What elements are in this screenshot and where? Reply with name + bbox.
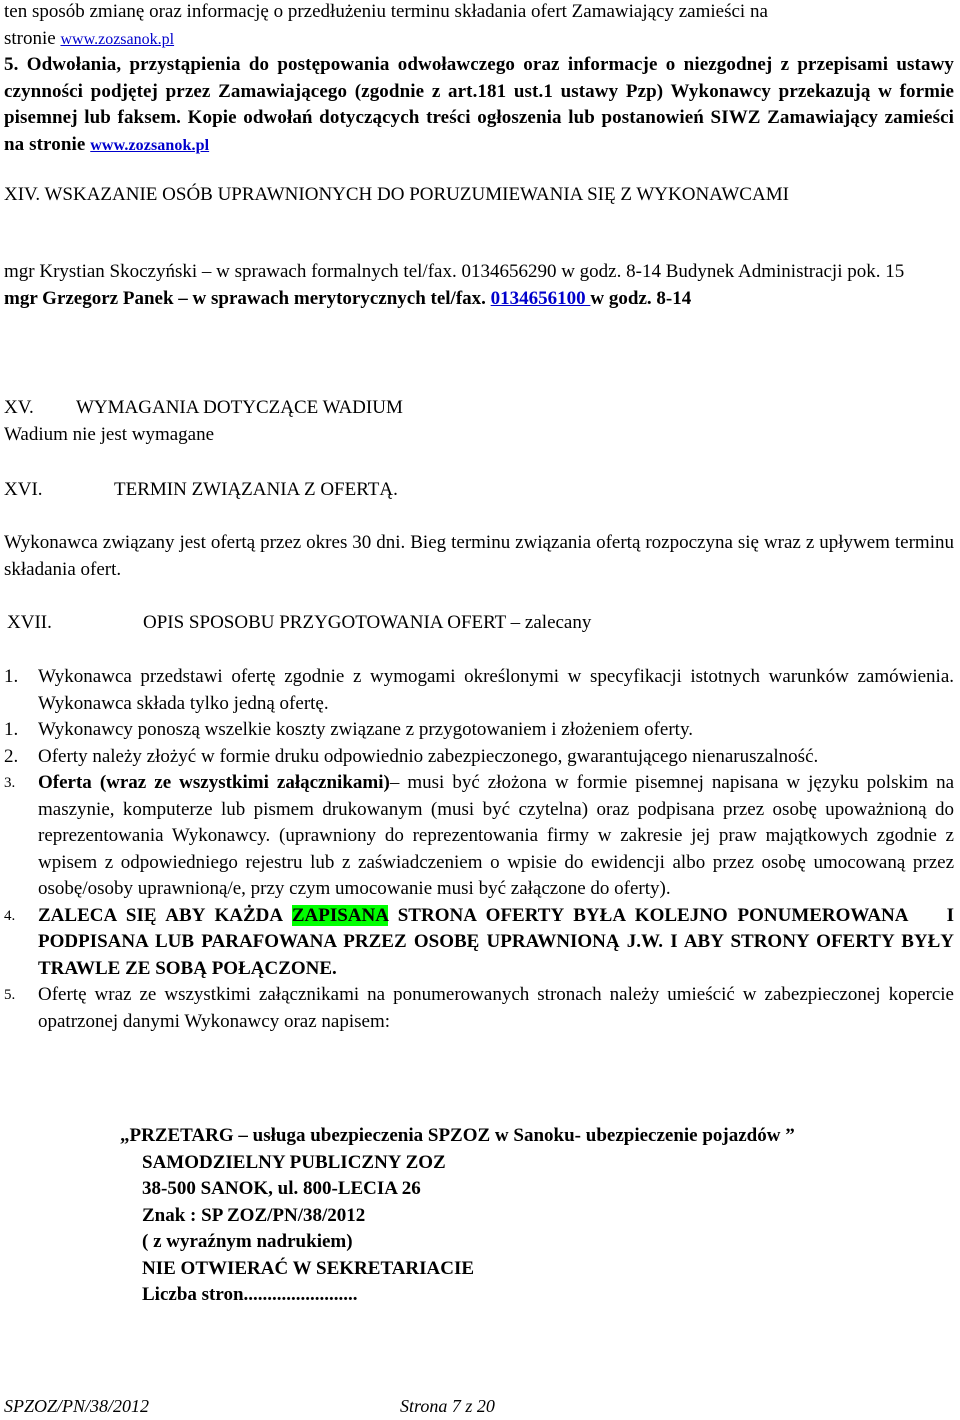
list-item-number: 5.: [4, 987, 16, 1003]
envelope-line-3: 38-500 SANOK, ul. 800-LECIA 26: [142, 1178, 421, 1199]
contact-substantive: [4, 286, 954, 313]
section-xvi: [4, 477, 954, 504]
section-xiv-contacts: [4, 259, 954, 312]
envelope-line-5: ( z wyraźnym nadrukiem): [142, 1231, 353, 1252]
list-item-text: Wykonawca przedstawi ofertę zgodnie z wymogami określonymi w specyfikacji istotnych warunków zamówienia. Wykonawca składa tylko jedną ofertę.: [38, 666, 954, 714]
list-item: [4, 982, 954, 1035]
section-xvi-body: [4, 530, 954, 583]
section-xv-text: Wadium nie jest wymagane: [4, 423, 215, 445]
appeal-text: 5. Odwołania, przystąpienia do postępowania odwoławczego oraz informacje o niezgodnej z przepisami ustawy czynności podjętej przez Zamawiającego (zgodnie z art.181 ust.1 ustawy Pzp) Wykonawcy przekazują w formie pisemnej lub faksem. Kopie odwołań dotyczących treści ogłoszenia lub postanowień SIWZ Zamawiający zamieści na stronie: [4, 54, 954, 155]
envelope-line-6: NIE OTWIERAĆ W SEKRETARIACIE: [142, 1257, 475, 1279]
list-item-number: 1.: [4, 719, 19, 740]
envelope-line-1: „PRZETARG – usługa ubezpieczenia SPZOZ w Sanoku- ubezpieczenie pojazdów ”: [120, 1125, 795, 1146]
envelope-line-7: Liczba stron........................: [142, 1284, 358, 1305]
intro-line-2: [4, 26, 954, 54]
intro-line-2-text: stronie: [4, 27, 61, 49]
list-item: [4, 664, 954, 717]
footer-page-number: Strona 7 z 20: [400, 1396, 495, 1416]
page-footer: [4, 1393, 495, 1420]
envelope-label: [4, 1123, 954, 1309]
highlighted-word: ZAPISANA: [291, 904, 388, 926]
section-xv-title: WYMAGANIA DOTYCZĄCE WADIUM: [76, 397, 403, 418]
list-item-text: [38, 770, 954, 903]
website-link-2[interactable]: www.zozsanok.pl: [90, 136, 210, 154]
list-item-number: 4.: [4, 907, 16, 924]
section-xvi-text: Wykonawca związany jest ofertą przez okres 30 dni. Bieg terminu związania ofertą rozpoczyna się wraz z upływem terminu składania ofert.: [4, 532, 954, 580]
list-item-text: Wykonawcy ponoszą wszelkie koszty związane z przygotowaniem i złożeniem oferty.: [38, 719, 693, 740]
intro-line-1: ten sposób zmianę oraz informację o przedłużeniu terminu składania ofert Zamawiający zamieści na: [4, 1, 768, 22]
phone-link[interactable]: 0134656100: [490, 287, 591, 309]
list-item-number: 2.: [4, 745, 19, 767]
list-item-number: 3.: [4, 775, 16, 791]
section-xvi-title: TERMIN ZWIĄZANIA Z OFERTĄ.: [114, 479, 398, 500]
contact-formal: mgr Krystian Skoczyński – w sprawach formalnych tel/fax. 0134656290 w godz. 8-14 Budynek Administracji pok. 15: [4, 261, 905, 282]
list-item: [4, 717, 954, 744]
list-item-bold: Oferta (wraz ze wszystkimi załącznikami): [38, 772, 390, 793]
section-xv-number: XV.: [4, 397, 34, 418]
section-xiv-title: XIV. WSKAZANIE OSÓB UPRAWNIONYCH DO PORUZUMIEWANIA SIĘ Z WYKONAWCAMI: [4, 184, 789, 205]
envelope-line-2: SAMODZIELNY PUBLICZNY ZOZ: [142, 1151, 446, 1173]
contact-substantive-hours: w godz. 8-14: [590, 287, 692, 309]
list-item: [4, 770, 954, 903]
website-link-1[interactable]: www.zozsanok.pl: [60, 30, 175, 48]
list-item-caps-after: STRONA OFERTY BYŁA KOLEJNO PONUMEROWANA I PODPISANA LUB PARAFOWANA PRZEZ OSOBĘ UPRAWNIONĄ J.W. I ABY STRONY OFERTY BYŁY TRAWLE ZE SOBĄ POŁĄCZONE.: [38, 904, 959, 979]
appeal-paragraph: [4, 52, 954, 159]
section-xvii-number: XVII.: [7, 612, 52, 633]
section-xvii: [4, 610, 954, 637]
list-item-text: Ofertę wraz ze wszystkimi załącznikami na ponumerowanych stronach należy umieścić w zabezpieczonej kopercie opatrzonej danymi Wykonawcy oraz napisem:: [38, 984, 954, 1032]
list-item-rest: – musi być złożona w formie pisemnej napisana w języku polskim na maszynie, komputerze lub pismem drukowanym (musi być czytelna) oraz podpisana przez osobę upoważnioną do reprezentowania Wykonawcy. (uprawniony do reprezentowania firmy w zakresie jej praw majątkowych zgodnie z wpisem z odpowiedniego rejestru lub z zaświadczeniem o wpisie do ewidencji albo przez osobę umocowaną przez osobę/osoby uprawnioną/e, przy czym umocowanie musi być załączone do oferty).: [38, 772, 954, 899]
list-item: [4, 903, 959, 983]
list-item-text: [38, 903, 959, 983]
contact-substantive-text: mgr Grzegorz Panek – w sprawach merytorycznych tel/fax.: [4, 287, 491, 309]
list-item-caps-before: ZALECA SIĘ ABY KAŻDA: [38, 904, 292, 926]
section-xvi-number: XVI.: [4, 479, 43, 500]
list-item-text: Oferty należy złożyć w formie druku odpowiednio zabezpieczonego, gwarantującego nienaruszalność.: [38, 745, 819, 767]
intro-paragraph: [4, 0, 954, 53]
list-item-number: 1.: [4, 666, 19, 687]
section-xiv: [4, 182, 954, 209]
footer-doc-ref: SPZOZ/PN/38/2012: [4, 1396, 150, 1416]
section-xvii-title: OPIS SPOSOBU PRZYGOTOWANIA OFERT – zalecany: [143, 612, 592, 633]
list-item: [4, 744, 954, 771]
section-xv: [4, 395, 954, 448]
envelope-line-4: Znak : SP ZOZ/PN/38/2012: [142, 1204, 366, 1226]
items-list: [4, 664, 959, 1035]
